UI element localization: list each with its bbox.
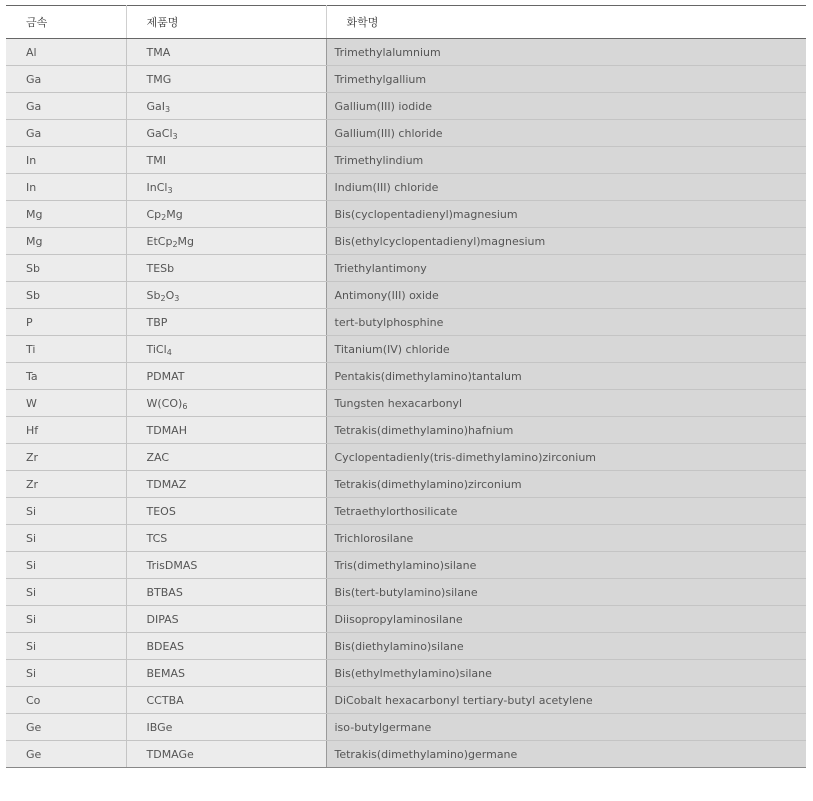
- product-name-base: TrisDMAS: [146, 558, 198, 572]
- product-name-subscript: 2: [161, 212, 167, 222]
- product-name-base: DIPAS: [146, 612, 179, 626]
- cell-metal: Si: [6, 579, 126, 606]
- table-row: [6, 687, 806, 714]
- cell-chemical-name: Tetraethylorthosilicate: [326, 498, 806, 525]
- cell-product-name: [126, 444, 326, 471]
- header-metal: 금속: [6, 6, 126, 39]
- table-row: [6, 417, 806, 444]
- cell-product-name: [126, 147, 326, 174]
- cell-chemical-name: Trimethylgallium: [326, 66, 806, 93]
- cell-metal: Sb: [6, 282, 126, 309]
- table-row: [6, 741, 806, 768]
- cell-product-name: [126, 579, 326, 606]
- cell-product-name: [126, 471, 326, 498]
- cell-metal: Hf: [6, 417, 126, 444]
- cell-chemical-name: Tetrakis(dimethylamino)germane: [326, 741, 806, 768]
- product-name-base: TDMAH: [146, 423, 187, 437]
- table-row: [6, 255, 806, 282]
- cell-product-name: [126, 687, 326, 714]
- cell-product-name: [126, 39, 326, 66]
- cell-metal: In: [6, 174, 126, 201]
- cell-product-name: [126, 417, 326, 444]
- cell-chemical-name: Tris(dimethylamino)silane: [326, 552, 806, 579]
- table-row: [6, 228, 806, 255]
- product-name-subscript: 3: [172, 131, 178, 141]
- cell-chemical-name: Gallium(III) iodide: [326, 93, 806, 120]
- product-name-base: BDEAS: [146, 639, 184, 653]
- product-name-base: InCl: [146, 180, 168, 194]
- cell-metal: Si: [6, 660, 126, 687]
- cell-product-name: [126, 363, 326, 390]
- cell-metal: Si: [6, 552, 126, 579]
- product-name-subscript: 6: [182, 401, 188, 411]
- cell-chemical-name: Trimethylindium: [326, 147, 806, 174]
- table-row: [6, 39, 806, 66]
- cell-chemical-name: iso-butylgermane: [326, 714, 806, 741]
- cell-product-name: [126, 66, 326, 93]
- product-name-base: Sb: [146, 288, 161, 302]
- cell-product-name: [126, 228, 326, 255]
- table-row: [6, 282, 806, 309]
- header-product-name: 제품명: [126, 6, 326, 39]
- cell-product-name: [126, 525, 326, 552]
- cell-product-name: [126, 606, 326, 633]
- table-row: [6, 93, 806, 120]
- table-row: [6, 444, 806, 471]
- table-row: [6, 363, 806, 390]
- product-name-base: TiCl: [146, 342, 167, 356]
- product-name-base: PDMAT: [146, 369, 185, 383]
- precursor-table-container: [6, 5, 806, 768]
- cell-chemical-name: Antimony(III) oxide: [326, 282, 806, 309]
- table-row: [6, 498, 806, 525]
- cell-metal: P: [6, 309, 126, 336]
- product-name-base: ZAC: [146, 450, 170, 464]
- cell-metal: Al: [6, 39, 126, 66]
- product-name-base: TMI: [146, 153, 166, 167]
- cell-chemical-name: Bis(cyclopentadienyl)magnesium: [326, 201, 806, 228]
- precursor-table: [6, 5, 806, 768]
- product-name-base: IBGe: [146, 720, 173, 734]
- table-row: [6, 552, 806, 579]
- product-name-base: TEOS: [146, 504, 176, 518]
- cell-product-name: [126, 498, 326, 525]
- product-name-base: TESb: [146, 261, 175, 275]
- cell-product-name: [126, 120, 326, 147]
- cell-product-name: [126, 633, 326, 660]
- product-name-base: BTBAS: [146, 585, 183, 599]
- table-row: [6, 309, 806, 336]
- cell-product-name: [126, 201, 326, 228]
- cell-metal: Ga: [6, 93, 126, 120]
- cell-chemical-name: Trichlorosilane: [326, 525, 806, 552]
- cell-metal: Ga: [6, 66, 126, 93]
- header-chemical-name: 화학명: [326, 6, 806, 39]
- product-name-base: Cp: [146, 207, 162, 221]
- table-row: [6, 390, 806, 417]
- cell-metal: Mg: [6, 201, 126, 228]
- table-row: [6, 147, 806, 174]
- product-name-base: W(CO): [146, 396, 183, 410]
- cell-chemical-name: Triethylantimony: [326, 255, 806, 282]
- cell-metal: Mg: [6, 228, 126, 255]
- table-row: [6, 579, 806, 606]
- cell-metal: Ge: [6, 741, 126, 768]
- cell-chemical-name: Bis(ethylmethylamino)silane: [326, 660, 806, 687]
- cell-chemical-name: Titanium(IV) chloride: [326, 336, 806, 363]
- cell-metal: Sb: [6, 255, 126, 282]
- product-name-subscript: 3: [174, 293, 180, 303]
- cell-chemical-name: tert-butylphosphine: [326, 309, 806, 336]
- table-row: [6, 471, 806, 498]
- cell-product-name: [126, 309, 326, 336]
- table-row: [6, 633, 806, 660]
- cell-chemical-name: Bis(ethylcyclopentadienyl)magnesium: [326, 228, 806, 255]
- table-row: [6, 714, 806, 741]
- cell-chemical-name: Tungsten hexacarbonyl: [326, 390, 806, 417]
- cell-product-name: [126, 660, 326, 687]
- product-name-subscript: 2: [172, 239, 178, 249]
- product-name-base: TDMAGe: [146, 747, 194, 761]
- cell-metal: Ta: [6, 363, 126, 390]
- cell-metal: Si: [6, 633, 126, 660]
- table-header: [6, 6, 806, 39]
- product-name-tail: Mg: [166, 207, 183, 221]
- cell-product-name: [126, 552, 326, 579]
- cell-metal: In: [6, 147, 126, 174]
- cell-product-name: [126, 174, 326, 201]
- cell-metal: Ti: [6, 336, 126, 363]
- cell-chemical-name: Tetrakis(dimethylamino)hafnium: [326, 417, 806, 444]
- table-body: [6, 39, 806, 768]
- cell-metal: Ga: [6, 120, 126, 147]
- cell-metal: Zr: [6, 471, 126, 498]
- cell-product-name: [126, 255, 326, 282]
- product-name-base: GaI: [146, 99, 166, 113]
- cell-chemical-name: Tetrakis(dimethylamino)zirconium: [326, 471, 806, 498]
- cell-chemical-name: Indium(III) chloride: [326, 174, 806, 201]
- product-name-base: TMG: [146, 72, 172, 86]
- product-name-subscript: 3: [165, 104, 171, 114]
- cell-metal: Si: [6, 606, 126, 633]
- header-row: [6, 6, 806, 39]
- product-name-tail: O: [165, 288, 175, 302]
- product-name-base: GaCl: [146, 126, 173, 140]
- table-row: [6, 660, 806, 687]
- cell-metal: Ge: [6, 714, 126, 741]
- product-name-base: CCTBA: [146, 693, 184, 707]
- table-row: [6, 66, 806, 93]
- cell-product-name: [126, 336, 326, 363]
- cell-metal: W: [6, 390, 126, 417]
- table-row: [6, 336, 806, 363]
- table-row: [6, 525, 806, 552]
- cell-metal: Co: [6, 687, 126, 714]
- product-name-base: TMA: [146, 45, 171, 59]
- product-name-subscript: 4: [166, 347, 172, 357]
- cell-chemical-name: Bis(diethylamino)silane: [326, 633, 806, 660]
- table-row: [6, 606, 806, 633]
- cell-metal: Si: [6, 525, 126, 552]
- product-name-base: TCS: [146, 531, 168, 545]
- cell-chemical-name: Gallium(III) chloride: [326, 120, 806, 147]
- product-name-base: BEMAS: [146, 666, 185, 680]
- table-row: [6, 201, 806, 228]
- cell-metal: Si: [6, 498, 126, 525]
- product-name-subscript: 2: [160, 293, 166, 303]
- table-row: [6, 120, 806, 147]
- cell-product-name: [126, 714, 326, 741]
- cell-chemical-name: Pentakis(dimethylamino)tantalum: [326, 363, 806, 390]
- cell-product-name: [126, 741, 326, 768]
- cell-product-name: [126, 282, 326, 309]
- product-name-base: TDMAZ: [146, 477, 187, 491]
- product-name-base: TBP: [146, 315, 168, 329]
- product-name-tail: Mg: [177, 234, 195, 248]
- cell-chemical-name: Cyclopentadienly(tris-dimethylamino)zirconium: [326, 444, 806, 471]
- cell-chemical-name: DiCobalt hexacarbonyl tertiary-butyl acetylene: [326, 687, 806, 714]
- table-row: [6, 174, 806, 201]
- cell-chemical-name: Bis(tert-butylamino)silane: [326, 579, 806, 606]
- cell-metal: Zr: [6, 444, 126, 471]
- cell-chemical-name: Diisopropylaminosilane: [326, 606, 806, 633]
- product-name-subscript: 3: [167, 185, 173, 195]
- cell-chemical-name: Trimethylalumnium: [326, 39, 806, 66]
- cell-product-name: [126, 93, 326, 120]
- product-name-base: EtCp: [146, 234, 173, 248]
- cell-product-name: [126, 390, 326, 417]
